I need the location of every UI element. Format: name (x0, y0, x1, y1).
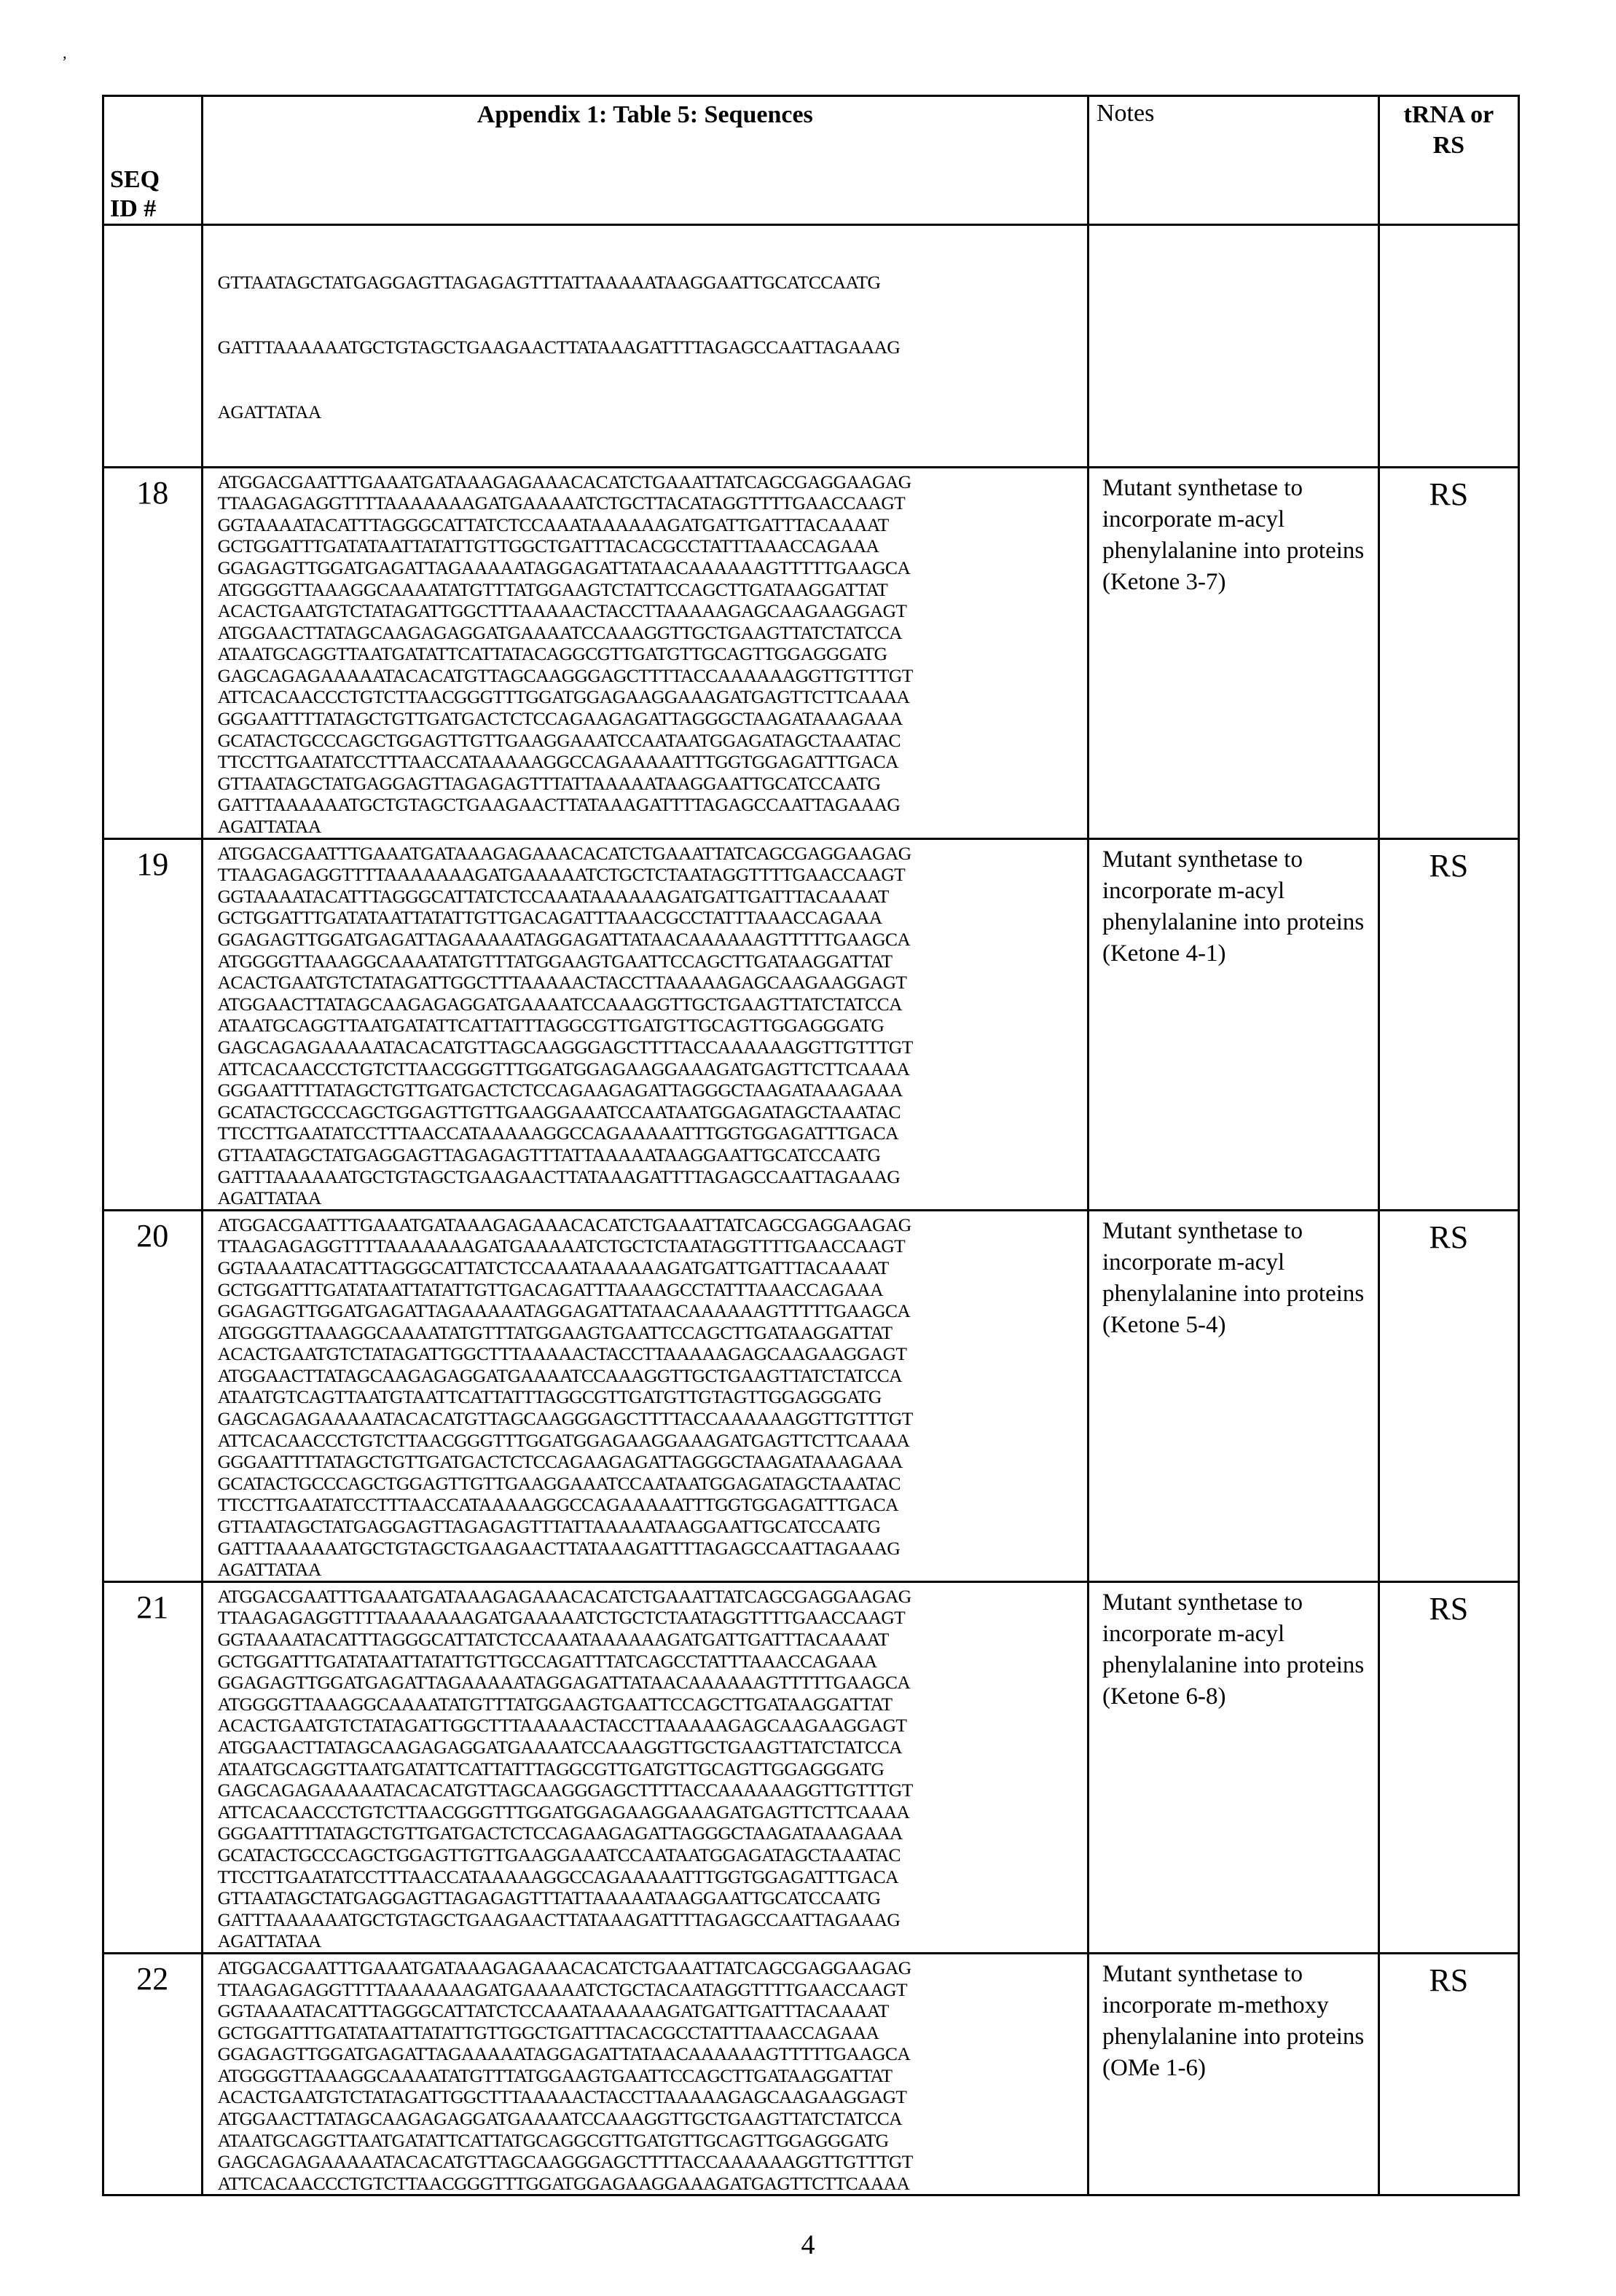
sequence-line: ATGGAACTTATAGCAAGAGAGGATGAAAATCCAAAGGTTGCTGAAGTTATCTATCCA (217, 1736, 902, 1758)
header-type-line1: tRNA or (1403, 101, 1494, 128)
header-seq-id (103, 96, 203, 225)
notes-cell: Mutant synthetase to incorporate m-methoxy phenylalanine into proteins (OMe 1-6) (1088, 1953, 1378, 2195)
sequence-line: GAGCAGAGAAAAATACACATGTTAGCAAGGGAGCTTTTACCAAAAAAGGTTGTTTGT (217, 1780, 913, 1801)
header-type-line2: RS (1432, 132, 1465, 159)
sequence-line: TTCCTTGAATATCCTTTAACCATAAAAAGGCCAGAAAAATTTGGTGGAGATTTGACA (217, 751, 898, 773)
sequence-line: GGTAAAATACATTTAGGGCATTATCTCCAAATAAAAAAGATGATTGATTTACAAAAT (217, 1629, 889, 1650)
sequence-line: GAGCAGAGAAAAATACACATGTTAGCAAGGGAGCTTTTACCAAAAAAGGTTGTTTGT (217, 1408, 913, 1430)
sequence-line: GGGAATTTTATAGCTGTTGATGACTCTCCAGAAGAGATTAGGGCTAAGATAAAGAAA (217, 1823, 903, 1844)
header-seq-id-line1: SEQ (110, 166, 160, 193)
sequence-line: GAGCAGAGAAAAATACACATGTTAGCAAGGGAGCTTTTACCAAAAAAGGTTGTTTGT (217, 1036, 913, 1058)
sequence-line: ATAATGCAGGTTAATGATATTCATTATTTAGGCGTTGATGTTGCAGTTGGAGGGATG (217, 1758, 885, 1780)
page-number: 4 (801, 2230, 815, 2260)
sequence-line: GATTTAAAAAATGCTGTAGCTGAAGAACTTATAAAGATTTTAGAGCCAATTAGAAAG (217, 1537, 901, 1559)
sequence-cell (202, 1581, 1088, 1953)
sequence-line: ACACTGAATGTCTATAGATTGGCTTTAAAAACTACCTTAAAAAGAGCAAGAAGGAGT (217, 2086, 907, 2108)
sequence-line: AGATTATAA (217, 1930, 321, 1952)
sequence-line: GGAGAGTTGGATGAGATTAGAAAAATAGGAGATTATAACAAAAAAGTTTTTGAAGCA (217, 1300, 911, 1322)
sequence-line: GCTGGATTTGATATAATTATATTGTTGGCTGATTTACACGCCTATTTAAACCAGAAA (217, 2021, 879, 2043)
type-cell: RS (1378, 1210, 1518, 1581)
sequence-line: GCTGGATTTGATATAATTATATTGTTGACAGATTTAAAAGCCTATTTAAACCAGAAA (217, 1278, 883, 1300)
sequence-line: ATGGGGTTAAAGGCAAAATATGTTTATGGAAGTCTATTCCAGCTTGATAAGGATTAT (217, 578, 888, 600)
sequence-line: ATAATGCAGGTTAATGATATTCATTATACAGGCGTTGATGTTGCAGTTGGAGGGATG (217, 643, 887, 665)
notes-cell: Mutant synthetase to incorporate m-acyl phenylalanine into proteins (Ketone 5-4) (1088, 1210, 1378, 1581)
sequence-line: GTTAATAGCTATGAGGAGTTAGAGAGTTTATTAAAAATAAGGAATTGCATCCAATG (217, 1516, 881, 1538)
sequence-line: AGATTATAA (217, 816, 321, 838)
notes-cell: Mutant synthetase to incorporate m-acyl phenylalanine into proteins (Ketone 6-8) (1088, 1581, 1378, 1953)
sequence-line: ATTCACAACCCTGTCTTAACGGGTTTGGATGGAGAAGGAAAGATGAGTTCTTCAAAA (217, 686, 910, 708)
type-cell (1378, 225, 1518, 468)
sequence-line: GATTTAAAAAATGCTGTAGCTGAAGAACTTATAAAGATTTTAGAGCCAATTAGAAAG (217, 1165, 901, 1187)
table-row (103, 1953, 1519, 2195)
sequence-line: GTTAATAGCTATGAGGAGTTAGAGAGTTTATTAAAAATAAGGAATTGCATCCAATG (217, 1887, 881, 1909)
header-trna-or-rs (1378, 96, 1518, 225)
sequence-line: ATGGACGAATTTGAAATGATAAAGAGAAACACATCTGAAATTATCAGCGAGGAAGAG (217, 471, 911, 492)
sequence-line: GCATACTGCCCAGCTGGAGTTGTTGAAGGAAATCCAATAATGGAGATAGCTAAATAC (217, 1101, 901, 1123)
sequence-line: ATGGACGAATTTGAAATGATAAAGAGAAACACATCTGAAATTATCAGCGAGGAAGAG (217, 1214, 911, 1235)
notes-cell: Mutant synthetase to incorporate m-acyl phenylalanine into proteins (Ketone 4-1) (1088, 838, 1378, 1210)
sequence-line: ACACTGAATGTCTATAGATTGGCTTTAAAAACTACCTTAAAAAGAGCAAGAAGGAGT (217, 600, 907, 622)
sequence-line: GGTAAAATACATTTAGGGCATTATCTCCAAATAAAAAAGATGATTGATTTACAAAAT (217, 1257, 889, 1278)
sequence-line: TTCCTTGAATATCCTTTAACCATAAAAAGGCCAGAAAAATTTGGTGGAGATTTGACA (217, 1866, 898, 1887)
sequence-line: GTTAATAGCTATGAGGAGTTAGAGAGTTTATTAAAAATAAGGAATTGCATCCAATG (217, 1144, 881, 1165)
sequence-line: ACACTGAATGTCTATAGATTGGCTTTAAAAACTACCTTAAAAAGAGCAAGAAGGAGT (217, 1343, 907, 1365)
sequence-line: TTAAGAGAGGTTTTAAAAAAAGATGAAAAATCTGCTCTAATAGGTTTTGAACCAAGT (217, 1607, 906, 1629)
sequence-line: AGATTATAA (217, 1559, 321, 1581)
header-notes: Notes (1088, 96, 1378, 225)
sequence-line: GGAGAGTTGGATGAGATTAGAAAAATAGGAGATTATAACAAAAAAGTTTTTGAAGCA (217, 557, 911, 578)
sequence-line: ATGGACGAATTTGAAATGATAAAGAGAAACACATCTGAAATTATCAGCGAGGAAGAG (217, 842, 911, 864)
sequence-line: GAGCAGAGAAAAATACACATGTTAGCAAGGGAGCTTTTACCAAAAAAGGTTGTTTGT (217, 664, 913, 686)
seq-id-cell: 22 (103, 1953, 203, 2195)
sequence-line: GATTTAAAAAATGCTGTAGCTGAAGAACTTATAAAGATTTTAGAGCCAATTAGAAAG (217, 1908, 901, 1930)
sequence-line: ATGGAACTTATAGCAAGAGAGGATGAAAATCCAAAGGTTGCTGAAGTTATCTATCCA (217, 2108, 902, 2130)
table-title: Appendix 1: Table 5: Sequences (202, 96, 1088, 225)
sequence-line: GGAGAGTTGGATGAGATTAGAAAAATAGGAGATTATAACAAAAAAGTTTTTGAAGCA (217, 929, 911, 950)
seq-id-cell: 18 (103, 467, 203, 838)
sequence-line: GCATACTGCCCAGCTGGAGTTGTTGAAGGAAATCCAATAATGGAGATAGCTAAATAC (217, 1844, 901, 1866)
sequence-line: ATAATGTCAGTTAATGTAATTCATTATTTAGGCGTTGATGTTGTAGTTGGAGGGATG (217, 1386, 882, 1408)
sequence-line: ACACTGAATGTCTATAGATTGGCTTTAAAAACTACCTTAAAAAGAGCAAGAAGGAGT (217, 1715, 907, 1737)
sequence-line: GGAGAGTTGGATGAGATTAGAAAAATAGGAGATTATAACAAAAAAGTTTTTGAAGCA (217, 1672, 911, 1694)
header-seq-id-line2: ID # (110, 195, 157, 222)
sequence-line: GGGAATTTTATAGCTGTTGATGACTCTCCAGAAGAGATTAGGGCTAAGATAAAGAAA (217, 708, 903, 730)
sequence-cell (202, 838, 1088, 1210)
type-cell: RS (1378, 467, 1518, 838)
sequence-line: ATGGACGAATTTGAAATGATAAAGAGAAACACATCTGAAATTATCAGCGAGGAAGAG (217, 1585, 911, 1607)
sequence-line: ATGGGGTTAAAGGCAAAATATGTTTATGGAAGTGAATTCCAGCTTGATAAGGATTAT (217, 2064, 893, 2086)
sequence-cell (202, 1210, 1088, 1581)
table-header-row (103, 96, 1519, 225)
sequence-line: ATTCACAACCCTGTCTTAACGGGTTTGGATGGAGAAGGAAAGATGAGTTCTTCAAAA (217, 1801, 910, 1823)
sequence-cell (202, 225, 1088, 468)
sequence-cell (202, 1953, 1088, 2195)
sequence-line: ATGGAACTTATAGCAAGAGAGGATGAAAATCCAAAGGTTGCTGAAGTTATCTATCCA (217, 993, 902, 1015)
sequence-cell (202, 467, 1088, 838)
sequence-line: AGATTATAA (217, 401, 321, 422)
sequence-line: GAGCAGAGAAAAATACACATGTTAGCAAGGGAGCTTTTACCAAAAAAGGTTGTTTGT (217, 2151, 913, 2173)
sequence-line: ATTCACAACCCTGTCTTAACGGGTTTGGATGGAGAAGGAAAGATGAGTTCTTCAAAA (217, 1058, 910, 1080)
sequence-line: GGAGAGTTGGATGAGATTAGAAAAATAGGAGATTATAACAAAAAAGTTTTTGAAGCA (217, 2043, 911, 2065)
sequence-line: TTAAGAGAGGTTTTAAAAAAAGATGAAAAATCTGCTCTAATAGGTTTTGAACCAAGT (217, 864, 906, 886)
sequence-line: GCTGGATTTGATATAATTATATTGTTGACAGATTTAAACGCCTATTTAAACCAGAAA (217, 907, 882, 929)
seq-id-cell: 21 (103, 1581, 203, 1953)
sequence-line: TTAAGAGAGGTTTTAAAAAAAGATGAAAAATCTGCTTACATAGGTTTTGAACCAAGT (217, 492, 906, 514)
sequence-line: GCATACTGCCCAGCTGGAGTTGTTGAAGGAAATCCAATAATGGAGATAGCTAAATAC (217, 729, 901, 751)
seq-id-cell: 20 (103, 1210, 203, 1581)
sequence-line: TTCCTTGAATATCCTTTAACCATAAAAAGGCCAGAAAAATTTGGTGGAGATTTGACA (217, 1494, 898, 1516)
sequence-line: GTTAATAGCTATGAGGAGTTAGAGAGTTTATTAAAAATAAGGAATTGCATCCAATG (217, 772, 881, 794)
sequence-line: GGTAAAATACATTTAGGGCATTATCTCCAAATAAAAAAGATGATTGATTTACAAAAT (217, 885, 889, 907)
sequence-line: ATGGGGTTAAAGGCAAAATATGTTTATGGAAGTGAATTCCAGCTTGATAAGGATTAT (217, 950, 893, 972)
table-row (103, 1210, 1519, 1581)
seq-id-cell: 19 (103, 838, 203, 1210)
sequence-line: GTTAATAGCTATGAGGAGTTAGAGAGTTTATTAAAAATAAGGAATTGCATCCAATG (217, 272, 881, 294)
table-row (103, 1581, 1519, 1953)
sequence-line: TTCCTTGAATATCCTTTAACCATAAAAAGGCCAGAAAAATTTGGTGGAGATTTGACA (217, 1123, 898, 1144)
type-cell: RS (1378, 838, 1518, 1210)
sequence-table (102, 95, 1520, 2196)
sequence-line: ATGGGGTTAAAGGCAAAATATGTTTATGGAAGTGAATTCCAGCTTGATAAGGATTAT (217, 1693, 893, 1715)
sequence-line: ATGGACGAATTTGAAATGATAAAGAGAAACACATCTGAAATTATCAGCGAGGAAGAG (217, 1957, 911, 1978)
sequence-line: GCATACTGCCCAGCTGGAGTTGTTGAAGGAAATCCAATAATGGAGATAGCTAAATAC (217, 1472, 901, 1494)
sequence-line: ACACTGAATGTCTATAGATTGGCTTTAAAAACTACCTTAAAAAGAGCAAGAAGGAGT (217, 972, 907, 994)
sequence-line: GGTAAAATACATTTAGGGCATTATCTCCAAATAAAAAAGATGATTGATTTACAAAAT (217, 514, 889, 535)
sequence-line: TTAAGAGAGGTTTTAAAAAAAGATGAAAAATCTGCTACAATAGGTTTTGAACCAAGT (217, 1978, 907, 2000)
table-row-continuation (103, 225, 1519, 468)
table-row (103, 467, 1519, 838)
sequence-line: ATAATGCAGGTTAATGATATTCATTATGCAGGCGTTGATGTTGCAGTTGGAGGGATG (217, 2129, 889, 2151)
sequence-line: GCTGGATTTGATATAATTATATTGTTGCCAGATTTATCAGCCTATTTAAACCAGAAA (217, 1650, 877, 1672)
sequence-line: GGGAATTTTATAGCTGTTGATGACTCTCCAGAAGAGATTAGGGCTAAGATAAAGAAA (217, 1080, 903, 1101)
type-cell: RS (1378, 1581, 1518, 1953)
type-cell: RS (1378, 1953, 1518, 2195)
sequence-line: GATTTAAAAAATGCTGTAGCTGAAGAACTTATAAAGATTTTAGAGCCAATTAGAAAG (217, 794, 901, 816)
sequence-line: GATTTAAAAAATGCTGTAGCTGAAGAACTTATAAAGATTTTAGAGCCAATTAGAAAG (217, 336, 901, 358)
sequence-line: ATAATGCAGGTTAATGATATTCATTATTTAGGCGTTGATGTTGCAGTTGGAGGGATG (217, 1015, 885, 1037)
notes-cell: Mutant synthetase to incorporate m-acyl phenylalanine into proteins (Ketone 3-7) (1088, 467, 1378, 838)
sequence-line: ATTCACAACCCTGTCTTAACGGGTTTGGATGGAGAAGGAAAGATGAGTTCTTCAAAA (217, 1429, 910, 1451)
sequence-line: ATGGAACTTATAGCAAGAGAGGATGAAAATCCAAAGGTTGCTGAAGTTATCTATCCA (217, 1364, 902, 1386)
scan-mark: , (63, 44, 67, 62)
sequence-line: GGTAAAATACATTTAGGGCATTATCTCCAAATAAAAAAGATGATTGATTTACAAAAT (217, 2000, 889, 2022)
sequence-line: AGATTATAA (217, 1187, 321, 1209)
sequence-line: TTAAGAGAGGTTTTAAAAAAAGATGAAAAATCTGCTCTAATAGGTTTTGAACCAAGT (217, 1235, 906, 1257)
seq-id-cell (103, 225, 203, 468)
sequence-line: GCTGGATTTGATATAATTATATTGTTGGCTGATTTACACGCCTATTTAAACCAGAAA (217, 535, 879, 557)
sequence-line: GGGAATTTTATAGCTGTTGATGACTCTCCAGAAGAGATTAGGGCTAAGATAAAGAAA (217, 1451, 903, 1473)
sequence-line: ATTCACAACCCTGTCTTAACGGGTTTGGATGGAGAAGGAAAGATGAGTTCTTCAAAA (217, 2172, 910, 2194)
notes-cell (1088, 225, 1378, 468)
sequence-line: ATGGAACTTATAGCAAGAGAGGATGAAAATCCAAAGGTTGCTGAAGTTATCTATCCA (217, 621, 902, 643)
sequence-line: ATGGGGTTAAAGGCAAAATATGTTTATGGAAGTGAATTCCAGCTTGATAAGGATTAT (217, 1321, 893, 1343)
table-row (103, 838, 1519, 1210)
